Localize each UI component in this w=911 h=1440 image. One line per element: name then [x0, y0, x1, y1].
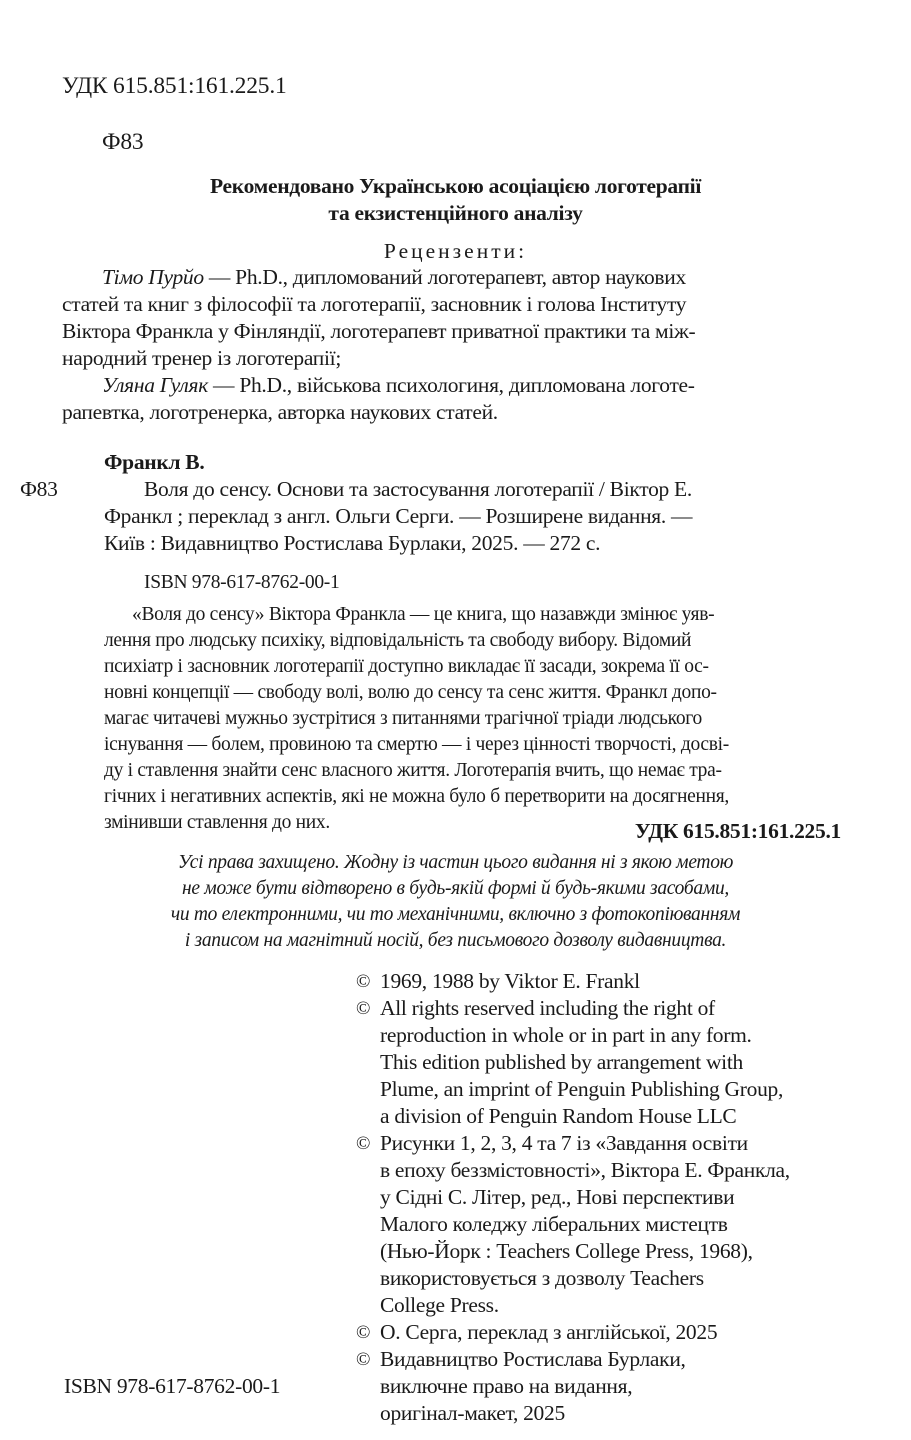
reviewer-1-line: Тімо Пурйо — Ph.D., дипломований логотерапевт, автор наукових: [102, 265, 686, 289]
copyright-icon: ©: [356, 1349, 371, 1370]
annotation-line: ду і ставлення знайти сенс власного життя. Логотерапія вчить, що немає тра-: [104, 760, 722, 781]
copyright-icon: ©: [356, 998, 371, 1019]
copyright-item: © 1969, 1988 by Viktor E. Frankl: [356, 969, 640, 993]
annotation: [104, 602, 840, 836]
annotation-line: новні концепції — свободу волі, волю до сенсу та сенс життя. Франкл допо-: [104, 682, 717, 703]
udk-code-top: УДК 615.851:161.225.1: [62, 73, 287, 99]
reviewer-name: Уляна Гуляк: [102, 373, 208, 397]
reviewer-2-line: рапевтка, логотренерка, авторка наукових статей.: [62, 400, 498, 424]
reviewers-heading: Рецензенти:: [383, 239, 528, 263]
rights-line: Усі права захищено. Жодну із частин цього видання ні з якою метою: [177, 852, 734, 873]
annotation-line: існування — болем, провиною та смертю — і через цінності творчості, досві-: [104, 734, 729, 755]
annotation-line: змінивши ставлення до них.: [104, 812, 330, 833]
reviewer-name: Тімо Пурйо: [102, 265, 204, 289]
recommendation: [0, 173, 911, 227]
annotation-line: магає читачеві мужньо зустрітися з питаннями трагічної тріади людського: [104, 708, 702, 729]
copyright-item: © All rights reserved including the right of reproduction in whole or in part in any form. This edition published by arrangement with Plume, an imprint of Penguin Publishing Group, a division of Penguin Random House LLC: [356, 996, 784, 1128]
rights-line: і записом на магнітний носій, без письмового дозволу видавництва.: [184, 930, 727, 951]
copyright-block: [356, 968, 790, 1427]
recommendation-line: та екзистенційного аналізу: [328, 201, 583, 225]
reviewer-1-line: статей та книг з філософії та логотерапії, засновник і голова Інституту: [62, 292, 687, 316]
bibliographic-description: [104, 476, 840, 557]
isbn-bottom: ISBN 978-617-8762-00-1: [64, 1374, 281, 1398]
bib-line: Київ : Видавництво Ростислава Бурлаки, 2025. — 272 с.: [104, 531, 601, 555]
rights-notice: [0, 850, 911, 954]
author-sign-top: Ф83: [102, 129, 144, 155]
annotation-line: психіатр і засновник логотерапії доступно викладає її засади, зокрема її ос-: [104, 656, 709, 677]
copyright-icon: ©: [356, 1133, 371, 1154]
annotation-line: «Воля до сенсу» Віктора Франкла — це книга, що назавжди змінює уяв-: [132, 604, 715, 625]
copyright-item: © О. Серга, переклад з англійської, 2025: [356, 1320, 718, 1344]
reviewer-1: [62, 264, 842, 372]
udk-code-bottom: УДК 615.851:161.225.1: [634, 819, 841, 843]
copyright-icon: ©: [356, 971, 371, 992]
annotation-line: лення про людську психіку, відповідальність та свободу вибору. Відомий: [104, 630, 692, 651]
rights-line: не може бути відтворено в будь-якій формі й будь-якими засобами,: [182, 878, 729, 899]
author-heading: Франкл В.: [104, 450, 205, 474]
recommendation-line: Рекомендовано Українською асоціацією логотерапії: [210, 174, 701, 198]
isbn-record: ISBN 978-617-8762-00-1: [144, 572, 340, 593]
author-sign: Ф83: [20, 477, 58, 501]
reviewer-2: [62, 372, 842, 426]
reviewer-1-line: народний тренер із логотерапії;: [62, 346, 342, 370]
copyright-item: © Рисунки 1, 2, 3, 4 та 7 із «Завдання освіти в епоху беззмістовності», Віктора Е. Франкла, у Сідні С. Літер, ред., Нові перспективи Малого коледжу ліберальних мистецтв (Нью-Йорк : Teachers College Press, 1968), використовується з дозволу Teachers College Press.: [356, 1131, 790, 1317]
rights-line: чи то електронними, чи то механічними, включно з фотокопіюванням: [170, 904, 741, 925]
reviewer-1-line: Віктора Франкла у Фінляндії, логотерапевт приватної практики та між-: [62, 319, 696, 343]
reviewer-2-line: Уляна Гуляк — Ph.D., військова психологиня, дипломована логоте-: [102, 373, 695, 397]
copyright-icon: ©: [356, 1322, 371, 1343]
bib-line: Франкл ; переклад з англ. Ольги Серги. — Розширене видання. —: [104, 504, 693, 528]
copyright-item: © Видавництво Ростислава Бурлаки, виключне право на видання, оригінал-макет, 2025: [356, 1347, 686, 1425]
annotation-line: гічних і негативних аспектів, які не можна було б перетворити на досягнення,: [104, 786, 730, 807]
bib-line: Воля до сенсу. Основи та застосування логотерапії / Віктор Е.: [144, 477, 692, 501]
